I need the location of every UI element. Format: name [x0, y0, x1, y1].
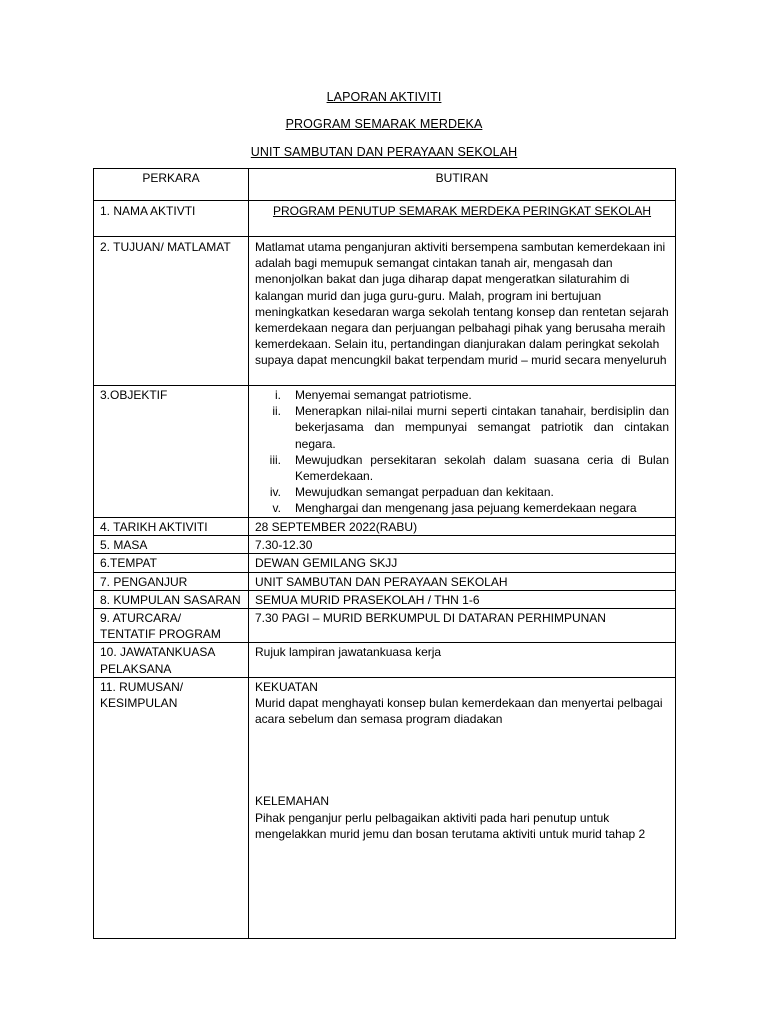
table-row [94, 386, 676, 518]
row-label-line: PELAKSANA [100, 661, 172, 676]
objective-number: v. [272, 501, 281, 516]
table-row [94, 572, 676, 590]
table-row [94, 590, 676, 608]
row-value-tempat: DEWAN GEMILANG SKJJ [249, 554, 676, 572]
list-item [249, 452, 669, 484]
objective-text: Mewujudkan semangat perpaduan dan kekitaan. [295, 485, 554, 500]
row-label-tarikh: 4. TARIKH AKTIVITI [94, 518, 249, 536]
list-item [249, 387, 669, 403]
table-row [94, 554, 676, 572]
row-label-objektif: 3.OBJEKTIF [94, 386, 249, 518]
unit-title: UNIT SAMBUTAN DAN PERAYAAN SEKOLAH [250, 145, 518, 159]
row-value-tarikh: 28 SEPTEMBER 2022(RABU) [249, 518, 676, 536]
row-label-rumusan [94, 677, 249, 938]
row-label-masa: 5. MASA [94, 536, 249, 554]
report-table [93, 168, 676, 939]
list-item [249, 500, 669, 516]
row-label-nama-aktiviti: 1. NAMA AKTIVTI [94, 201, 249, 237]
list-item [249, 403, 669, 452]
objective-number: i. [275, 388, 281, 402]
objective-number: iv. [269, 485, 281, 500]
objective-number: ii. [272, 404, 281, 419]
objective-list [249, 387, 669, 517]
row-label-aturcara [94, 609, 249, 643]
table-row [94, 518, 676, 536]
objective-text: Menyemai semangat patriotisme. [295, 388, 472, 402]
table-header-row [94, 169, 676, 201]
table-row [94, 677, 676, 938]
kekuatan-heading: KEKUATAN [255, 679, 318, 694]
row-value-objektif [249, 386, 676, 518]
row-label-line: KESIMPULAN [100, 696, 178, 711]
row-value-sasaran: SEMUA MURID PRASEKOLAH / THN 1-6 [249, 590, 676, 608]
row-label-jawatankuasa [94, 643, 249, 677]
row-value-masa: 7.30-12.30 [249, 536, 676, 554]
report-title: LAPORAN AKTIVITI [326, 90, 442, 104]
table-row [94, 609, 676, 643]
column-header-perkara: PERKARA [94, 169, 249, 201]
row-label-line: TENTATIF PROGRAM [100, 627, 221, 642]
row-label-penganjur: 7. PENGANJUR [94, 572, 249, 590]
row-value-penganjur: UNIT SAMBUTAN DAN PERAYAAN SEKOLAH [249, 572, 676, 590]
objective-text: Menghargai dan mengenang jasa pejuang kemerdekaan negara [295, 501, 637, 516]
table-row [94, 536, 676, 554]
objective-text: Menerapkan nilai-nilai murni seperti cintakan tanahair, berdisiplin dan bekerjasama dan mempunyai semangat patriotik dan cintakan negara. [295, 404, 669, 451]
table-row [94, 643, 676, 677]
objective-text: Mewujudkan persekitaran sekolah dalam suasana ceria di Bulan Kemerdekaan. [295, 452, 669, 484]
table-row [94, 201, 676, 237]
kekuatan-text: Murid dapat menghayati konsep bulan kemerdekaan dan menyertai pelbagai acara sebelum dan semasa program diadakan [255, 696, 663, 727]
row-label-line: 9. ATURCARA/ [100, 611, 182, 626]
table-row [94, 237, 676, 386]
row-label-tujuan: 2. TUJUAN/ MATLAMAT [94, 237, 249, 386]
spacer [255, 727, 669, 793]
row-value-nama-aktiviti: PROGRAM PENUTUP SEMARAK MERDEKA PERINGKAT SEKOLAH [249, 201, 676, 237]
kelemahan-heading: KELEMAHAN [255, 794, 330, 809]
row-label-tempat: 6.TEMPAT [94, 554, 249, 572]
list-item [249, 484, 669, 500]
row-value-tujuan: Matlamat utama penganjuran aktiviti bersempena sambutan kemerdekaan ini adalah bagi memupuk semangat cintakan tanah air, mengasah dan menonjolkan bakat dan juga diharap dapat mengeratkan silaturahim di kalangan murid dan juga guru-guru. Malah, program ini bertujuan meningkatkan kesedaran warga sekolah tentang konsep dan rentetan sejarah kemerdekaan negara dan perjuangan pelbahagi pihak yang berusaha meraih kemerdekaan. Selain itu, pertandingan dianjurakan dalam peringkat sekolah supaya dapat mencungkil bakat terpendam murid – murid secara menyeluruh [249, 237, 676, 386]
row-label-line: 10. JAWATANKUASA [100, 645, 216, 660]
objective-number: iii. [269, 452, 281, 467]
kelemahan-text: Pihak penganjur perlu pelbagaikan aktiviti pada hari penutup untuk mengelakkan murid jemu dan bosan terutama aktiviti untuk murid tahap 2 [255, 810, 646, 841]
row-label-sasaran: 8. KUMPULAN SASARAN [94, 590, 249, 608]
row-label-line: 11. RUMUSAN/ [100, 679, 184, 694]
row-value-aturcara: 7.30 PAGI – MURID BERKUMPUL DI DATARAN PERHIMPUNAN [249, 609, 676, 643]
row-value-jawatankuasa: Rujuk lampiran jawatankuasa kerja [249, 643, 676, 677]
row-value-rumusan [249, 677, 676, 938]
program-title: PROGRAM SEMARAK MERDEKA [285, 117, 483, 131]
column-header-butiran: BUTIRAN [249, 169, 676, 201]
